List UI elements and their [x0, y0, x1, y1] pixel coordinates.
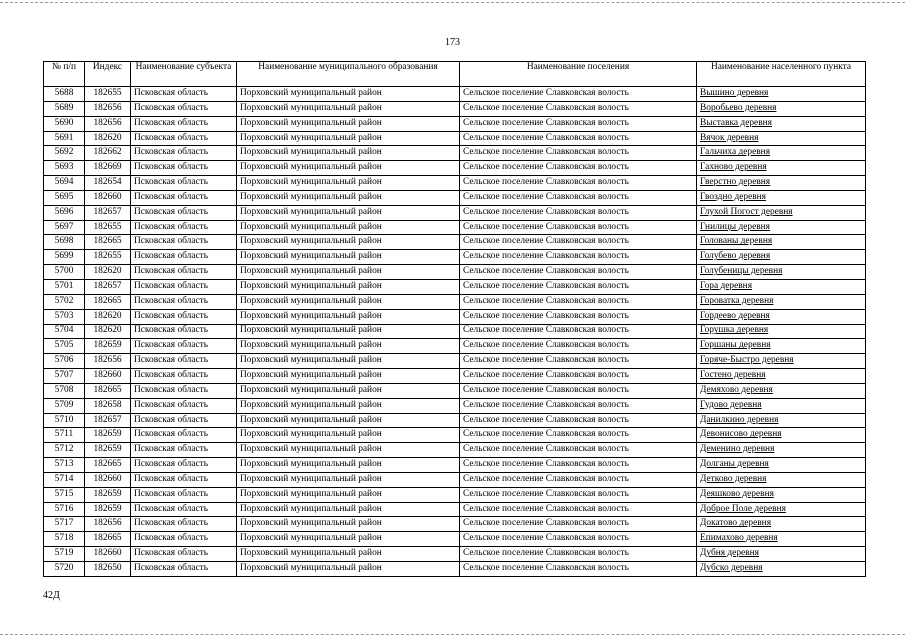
cell-settlement: Сельское поселение Славковская волость: [460, 116, 697, 131]
cell-settlement: Сельское поселение Славковская волость: [460, 517, 697, 532]
cell-locality: Вышино деревня: [697, 87, 866, 102]
table-row: [44, 562, 866, 577]
table-row: [44, 131, 866, 146]
cell-number: 5720: [44, 562, 85, 577]
cell-subject: Псковская область: [131, 547, 237, 562]
cell-settlement: Сельское поселение Славковская волость: [460, 309, 697, 324]
cell-number: 5705: [44, 339, 85, 354]
table-row: [44, 235, 866, 250]
cell-settlement: Сельское поселение Славковская волость: [460, 250, 697, 265]
cell-municipality: Порховский муниципальный район: [237, 205, 460, 220]
cell-number: 5691: [44, 131, 85, 146]
cell-settlement: Сельское поселение Славковская волость: [460, 279, 697, 294]
cell-subject: Псковская область: [131, 458, 237, 473]
footer-note: 42Д: [43, 590, 60, 601]
cell-locality: Гора деревня: [697, 279, 866, 294]
table-row: [44, 383, 866, 398]
cell-index: 182655: [85, 87, 131, 102]
table-row: [44, 161, 866, 176]
table-row: [44, 487, 866, 502]
cell-locality: Гвоздно деревня: [697, 190, 866, 205]
cell-subject: Псковская область: [131, 190, 237, 205]
cell-locality: Выставка деревня: [697, 116, 866, 131]
cell-index: 182665: [85, 235, 131, 250]
column-header-locality: Наименование населенного пункта: [697, 62, 866, 87]
cell-settlement: Сельское поселение Славковская волость: [460, 443, 697, 458]
table-row: [44, 116, 866, 131]
cell-settlement: Сельское поселение Славковская волость: [460, 354, 697, 369]
table-row: [44, 101, 866, 116]
cell-municipality: Порховский муниципальный район: [237, 547, 460, 562]
cell-locality: Дубня деревня: [697, 547, 866, 562]
cell-municipality: Порховский муниципальный район: [237, 562, 460, 577]
cell-locality: Епимахово деревня: [697, 532, 866, 547]
cell-locality: Горoватка деревня: [697, 294, 866, 309]
cell-municipality: Порховский муниципальный район: [237, 339, 460, 354]
cell-settlement: Сельское поселение Славковская волость: [460, 161, 697, 176]
cell-subject: Псковская область: [131, 383, 237, 398]
table-row: [44, 339, 866, 354]
cell-municipality: Порховский муниципальный район: [237, 220, 460, 235]
cell-index: 182655: [85, 250, 131, 265]
cell-municipality: Порховский муниципальный район: [237, 517, 460, 532]
cell-subject: Псковская область: [131, 205, 237, 220]
cell-locality: Голованы деревня: [697, 235, 866, 250]
cell-index: 182665: [85, 532, 131, 547]
cell-locality: Гостено деревня: [697, 369, 866, 384]
table-row: [44, 517, 866, 532]
cell-locality: Доброе Поле деревня: [697, 502, 866, 517]
cell-locality: Деяшково деревня: [697, 487, 866, 502]
cell-subject: Псковская область: [131, 472, 237, 487]
cell-number: 5695: [44, 190, 85, 205]
cell-locality: Девонисово деревня: [697, 428, 866, 443]
cell-municipality: Порховский муниципальный район: [237, 161, 460, 176]
cell-settlement: Сельское поселение Славковская волость: [460, 235, 697, 250]
cell-number: 5708: [44, 383, 85, 398]
cell-settlement: Сельское поселение Славковская волость: [460, 339, 697, 354]
cell-index: 182656: [85, 101, 131, 116]
cell-municipality: Порховский муниципальный район: [237, 294, 460, 309]
cell-settlement: Сельское поселение Славковская волость: [460, 324, 697, 339]
cell-index: 182660: [85, 547, 131, 562]
cell-index: 182659: [85, 428, 131, 443]
cell-index: 182655: [85, 220, 131, 235]
cell-subject: Псковская область: [131, 398, 237, 413]
cell-index: 182659: [85, 339, 131, 354]
cell-municipality: Порховский муниципальный район: [237, 309, 460, 324]
cell-municipality: Порховский муниципальный район: [237, 532, 460, 547]
cell-index: 182665: [85, 294, 131, 309]
cell-locality: Вячок деревня: [697, 131, 866, 146]
cell-municipality: Порховский муниципальный район: [237, 458, 460, 473]
cell-settlement: Сельское поселение Славковская волость: [460, 532, 697, 547]
table-row: [44, 428, 866, 443]
cell-index: 182659: [85, 502, 131, 517]
cell-municipality: Порховский муниципальный район: [237, 383, 460, 398]
cell-subject: Псковская область: [131, 176, 237, 191]
table-row: [44, 354, 866, 369]
cell-subject: Псковская область: [131, 354, 237, 369]
cell-number: 5699: [44, 250, 85, 265]
cell-index: 182656: [85, 517, 131, 532]
cell-locality: Гнилицы деревня: [697, 220, 866, 235]
cell-number: 5713: [44, 458, 85, 473]
cell-subject: Псковская область: [131, 487, 237, 502]
cell-number: 5694: [44, 176, 85, 191]
cell-municipality: Порховский муниципальный район: [237, 250, 460, 265]
cell-number: 5698: [44, 235, 85, 250]
cell-subject: Псковская область: [131, 146, 237, 161]
cell-settlement: Сельское поселение Славковская волость: [460, 146, 697, 161]
cell-settlement: Сельское поселение Славковская волость: [460, 472, 697, 487]
cell-index: 182659: [85, 443, 131, 458]
cell-index: 182665: [85, 383, 131, 398]
cell-index: 182656: [85, 354, 131, 369]
cell-subject: Псковская область: [131, 87, 237, 102]
table-row: [44, 279, 866, 294]
cell-locality: Голубево деревня: [697, 250, 866, 265]
cell-index: 182657: [85, 279, 131, 294]
cell-settlement: Сельское поселение Славковская волость: [460, 205, 697, 220]
cell-municipality: Порховский муниципальный район: [237, 131, 460, 146]
cell-settlement: Сельское поселение Славковская волость: [460, 101, 697, 116]
cell-number: 5712: [44, 443, 85, 458]
cell-municipality: Порховский муниципальный район: [237, 235, 460, 250]
cell-settlement: Сельское поселение Славковская волость: [460, 458, 697, 473]
cell-settlement: Сельское поселение Славковская волость: [460, 369, 697, 384]
cell-number: 5696: [44, 205, 85, 220]
cell-locality: Дубско деревня: [697, 562, 866, 577]
cell-municipality: Порховский муниципальный район: [237, 398, 460, 413]
cell-number: 5711: [44, 428, 85, 443]
cell-municipality: Порховский муниципальный район: [237, 176, 460, 191]
cell-number: 5707: [44, 369, 85, 384]
table-row: [44, 176, 866, 191]
table-row: [44, 309, 866, 324]
cell-index: 182660: [85, 472, 131, 487]
cell-number: 5710: [44, 413, 85, 428]
cell-subject: Псковская область: [131, 101, 237, 116]
cell-subject: Псковская область: [131, 517, 237, 532]
cell-number: 5688: [44, 87, 85, 102]
cell-municipality: Порховский муниципальный район: [237, 101, 460, 116]
cell-number: 5692: [44, 146, 85, 161]
cell-locality: Гордеево деревня: [697, 309, 866, 324]
cell-number: 5709: [44, 398, 85, 413]
column-header-municipality: Наименование муниципального образования: [237, 62, 460, 87]
cell-number: 5700: [44, 265, 85, 280]
cell-index: 182650: [85, 562, 131, 577]
cell-number: 5697: [44, 220, 85, 235]
cell-locality: Гверстно деревня: [697, 176, 866, 191]
cell-subject: Псковская область: [131, 324, 237, 339]
cell-municipality: Порховский муниципальный район: [237, 487, 460, 502]
cell-settlement: Сельское поселение Славковская волость: [460, 176, 697, 191]
cell-municipality: Порховский муниципальный район: [237, 146, 460, 161]
cell-index: 182658: [85, 398, 131, 413]
cell-locality: Воробьево деревня: [697, 101, 866, 116]
cell-subject: Псковская область: [131, 250, 237, 265]
cell-settlement: Сельское поселение Славковская волость: [460, 428, 697, 443]
cell-municipality: Порховский муниципальный район: [237, 413, 460, 428]
cell-number: 5690: [44, 116, 85, 131]
table-row: [44, 220, 866, 235]
cell-locality: Горяче-Быстро деревня: [697, 354, 866, 369]
cell-settlement: Сельское поселение Славковская волость: [460, 562, 697, 577]
cell-settlement: Сельское поселение Славковская волость: [460, 265, 697, 280]
table-row: [44, 190, 866, 205]
cell-number: 5693: [44, 161, 85, 176]
column-header-number: № п/п: [44, 62, 85, 87]
cell-locality: Гудово деревня: [697, 398, 866, 413]
cell-municipality: Порховский муниципальный район: [237, 116, 460, 131]
column-header-subject: Наименование субъекта: [131, 62, 237, 87]
cell-subject: Псковская область: [131, 131, 237, 146]
cell-municipality: Порховский муниципальный район: [237, 190, 460, 205]
cell-index: 182656: [85, 116, 131, 131]
scan-edge-bottom: [0, 634, 905, 635]
cell-locality: Горшаны деревня: [697, 339, 866, 354]
table-row: [44, 398, 866, 413]
table-row: [44, 250, 866, 265]
cell-subject: Псковская область: [131, 265, 237, 280]
scan-edge-top: [0, 2, 905, 3]
table-row: [44, 205, 866, 220]
table-row: [44, 502, 866, 517]
cell-subject: Псковская область: [131, 502, 237, 517]
cell-municipality: Порховский муниципальный район: [237, 443, 460, 458]
table-body: [44, 87, 866, 577]
table-row: [44, 294, 866, 309]
cell-index: 182620: [85, 324, 131, 339]
table-row: [44, 413, 866, 428]
cell-subject: Псковская область: [131, 562, 237, 577]
cell-index: 182620: [85, 131, 131, 146]
cell-number: 5702: [44, 294, 85, 309]
cell-number: 5719: [44, 547, 85, 562]
cell-settlement: Сельское поселение Славковская волость: [460, 220, 697, 235]
cell-settlement: Сельское поселение Славковская волость: [460, 131, 697, 146]
cell-subject: Псковская область: [131, 161, 237, 176]
cell-number: 5689: [44, 101, 85, 116]
cell-index: 182657: [85, 205, 131, 220]
cell-locality: Голубеницы деревня: [697, 265, 866, 280]
cell-number: 5701: [44, 279, 85, 294]
cell-locality: Докатово деревня: [697, 517, 866, 532]
cell-settlement: Сельское поселение Славковская волость: [460, 487, 697, 502]
cell-index: 182665: [85, 458, 131, 473]
cell-municipality: Порховский муниципальный район: [237, 265, 460, 280]
table-row: [44, 146, 866, 161]
table-row: [44, 443, 866, 458]
cell-locality: Демяхово деревня: [697, 383, 866, 398]
cell-subject: Псковская область: [131, 443, 237, 458]
cell-municipality: Порховский муниципальный район: [237, 354, 460, 369]
cell-subject: Псковская область: [131, 339, 237, 354]
cell-subject: Псковская область: [131, 116, 237, 131]
cell-municipality: Порховский муниципальный район: [237, 87, 460, 102]
cell-number: 5706: [44, 354, 85, 369]
cell-municipality: Порховский муниципальный район: [237, 428, 460, 443]
cell-number: 5704: [44, 324, 85, 339]
cell-locality: Данилкино деревня: [697, 413, 866, 428]
settlements-table: [43, 61, 866, 577]
cell-number: 5703: [44, 309, 85, 324]
cell-number: 5715: [44, 487, 85, 502]
cell-number: 5714: [44, 472, 85, 487]
cell-locality: Горушка деревня: [697, 324, 866, 339]
cell-subject: Псковская область: [131, 279, 237, 294]
table-row: [44, 369, 866, 384]
cell-index: 182659: [85, 487, 131, 502]
cell-subject: Псковская область: [131, 220, 237, 235]
cell-locality: Долганы деревня: [697, 458, 866, 473]
cell-municipality: Порховский муниципальный район: [237, 472, 460, 487]
cell-number: 5716: [44, 502, 85, 517]
cell-locality: Глухой Погост деревня: [697, 205, 866, 220]
cell-index: 182657: [85, 413, 131, 428]
table-row: [44, 472, 866, 487]
cell-municipality: Порховский муниципальный район: [237, 502, 460, 517]
cell-settlement: Сельское поселение Славковская волость: [460, 502, 697, 517]
cell-subject: Псковская область: [131, 294, 237, 309]
column-header-settlement: Наименование поселения: [460, 62, 697, 87]
table-row: [44, 532, 866, 547]
table-row: [44, 324, 866, 339]
cell-index: 182660: [85, 190, 131, 205]
cell-settlement: Сельское поселение Славковская волость: [460, 398, 697, 413]
cell-settlement: Сельское поселение Славковская волость: [460, 87, 697, 102]
cell-municipality: Порховский муниципальный район: [237, 279, 460, 294]
cell-subject: Псковская область: [131, 235, 237, 250]
cell-number: 5718: [44, 532, 85, 547]
cell-municipality: Порховский муниципальный район: [237, 324, 460, 339]
cell-subject: Псковская область: [131, 428, 237, 443]
cell-number: 5717: [44, 517, 85, 532]
table-row: [44, 547, 866, 562]
page-number: 173: [445, 37, 460, 48]
cell-subject: Псковская область: [131, 369, 237, 384]
table-row: [44, 458, 866, 473]
cell-settlement: Сельское поселение Славковская волость: [460, 383, 697, 398]
cell-index: 182669: [85, 161, 131, 176]
cell-locality: Гальчиха деревня: [697, 146, 866, 161]
cell-subject: Псковская область: [131, 309, 237, 324]
cell-municipality: Порховский муниципальный район: [237, 369, 460, 384]
cell-locality: Детково деревня: [697, 472, 866, 487]
cell-settlement: Сельское поселение Славковская волость: [460, 547, 697, 562]
cell-index: 182662: [85, 146, 131, 161]
cell-settlement: Сельское поселение Славковская волость: [460, 294, 697, 309]
cell-index: 182660: [85, 369, 131, 384]
column-header-index: Индекс: [85, 62, 131, 87]
cell-index: 182620: [85, 265, 131, 280]
cell-locality: Гахново деревня: [697, 161, 866, 176]
cell-settlement: Сельское поселение Славковская волость: [460, 190, 697, 205]
table-row: [44, 265, 866, 280]
cell-index: 182620: [85, 309, 131, 324]
cell-subject: Псковская область: [131, 413, 237, 428]
cell-index: 182654: [85, 176, 131, 191]
table-header-row: [44, 62, 866, 87]
cell-settlement: Сельское поселение Славковская волость: [460, 413, 697, 428]
table-row: [44, 87, 866, 102]
cell-subject: Псковская область: [131, 532, 237, 547]
cell-locality: Деменино деревня: [697, 443, 866, 458]
